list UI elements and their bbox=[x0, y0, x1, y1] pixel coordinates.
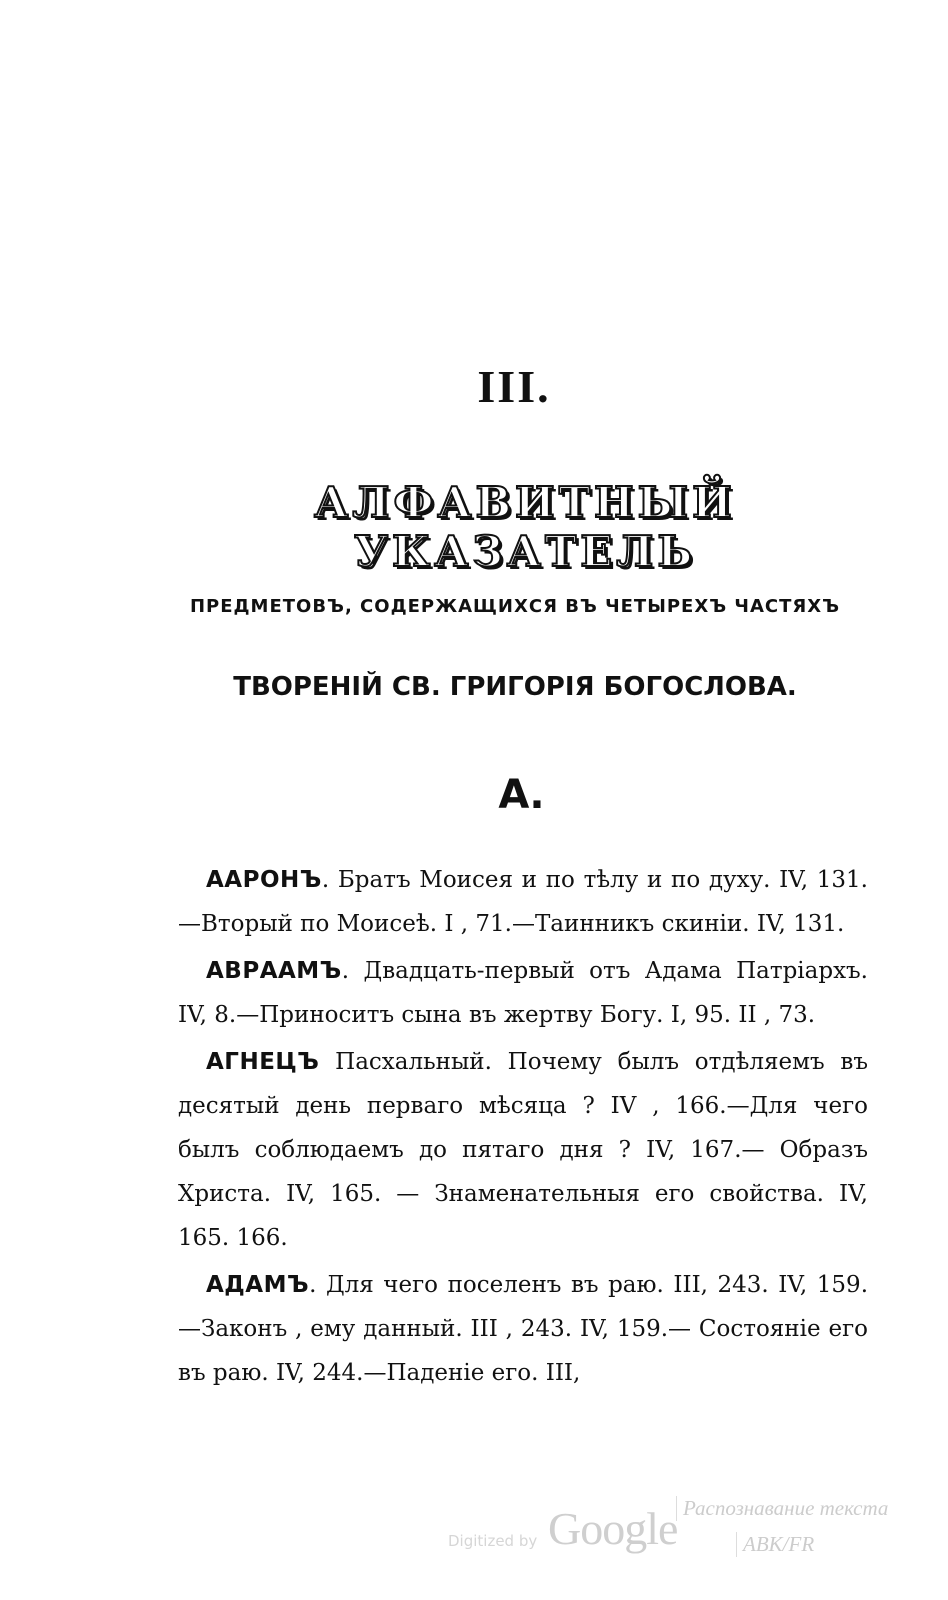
digitization-footer bbox=[440, 1492, 920, 1582]
entry-text: Пасхальный. Почему былъ отдѣляемъ въ десятый день перваго мѣсяца ? IV , 166.—Для чего былъ соблюдаемъ до пятаго дня ? IV, 167.— Образъ Христа. IV, 165. — Знаменательныя его свойства. IV, 165. 166. bbox=[178, 1049, 868, 1251]
recognition-credit: ABK/FR bbox=[736, 1532, 814, 1557]
entry-text: . Двадцать-первый отъ Адама Патріархъ. IV, 8.—Приноситъ сына въ жертву Богу. I, 95. II , 73. bbox=[178, 958, 868, 1028]
index-entries bbox=[178, 858, 868, 1398]
index-entry bbox=[178, 1263, 868, 1395]
entry-head: АДАМЪ bbox=[206, 1272, 310, 1298]
entry-head: АВРААМЪ bbox=[206, 958, 342, 984]
works-title: ТВОРЕНІЙ СВ. ГРИГОРІЯ БОГОСЛОВА. bbox=[233, 672, 797, 702]
recognition-note: Распознавание текста bbox=[676, 1496, 888, 1521]
index-entry bbox=[178, 949, 868, 1037]
entry-text: . Братъ Моисея и по тѣлу и по духу. IV, 131.—Вторый по Моисеѣ. I , 71.—Таинникъ скиніи. IV, 131. bbox=[178, 867, 868, 937]
index-title: АЛФАВИТНЫЙ УКАЗАТЕЛЬ bbox=[314, 478, 736, 576]
entry-head: ААРОНЪ bbox=[206, 867, 322, 893]
letter-heading: А. bbox=[498, 772, 545, 818]
index-entry bbox=[178, 1040, 868, 1260]
entry-text: . Для чего поселенъ въ раю. III, 243. IV, 159.—Законъ , ему данный. III , 243. IV, 159.— Состояніе его въ раю. IV, 244.—Паденіе его. III, bbox=[178, 1272, 868, 1386]
digitized-by-label: Digitized by bbox=[448, 1532, 538, 1550]
index-subtitle: ПРЕДМЕТОВЪ, СОДЕРЖАЩИХСЯ ВЪ ЧЕТЫРЕХЪ ЧАСТЯХЪ bbox=[189, 596, 841, 617]
entry-head: АГНЕЦЪ bbox=[206, 1049, 320, 1075]
part-number: III. bbox=[477, 361, 551, 412]
index-entry bbox=[178, 858, 868, 946]
google-logo: Google bbox=[548, 1503, 678, 1554]
